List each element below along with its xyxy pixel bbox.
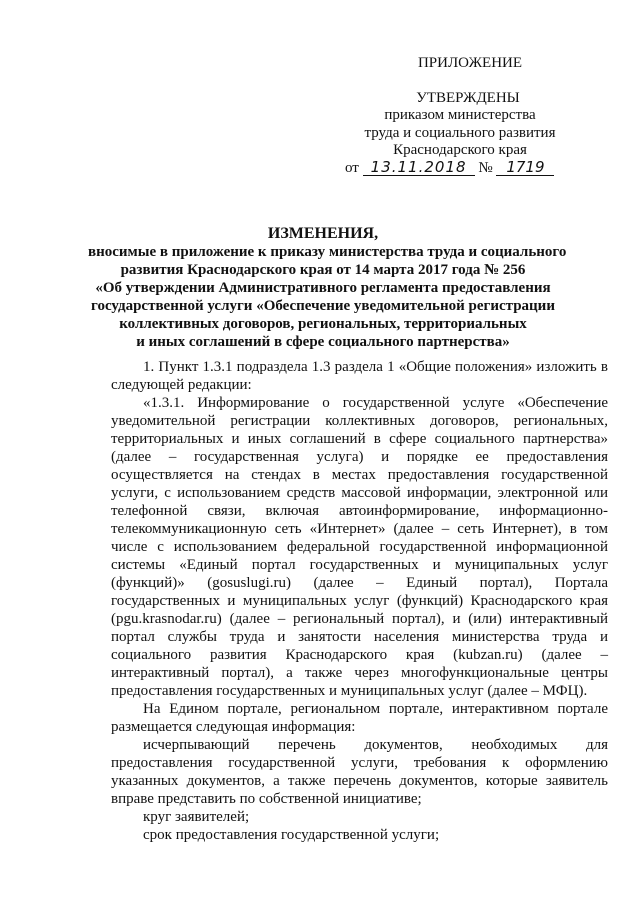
title-line: «Об утверждении Административного регламента предоставления xyxy=(95,280,551,296)
paragraph: 1. Пункт 1.3.1 подраздела 1.3 раздела 1 «Общие положения» изложить в следующей редакции: xyxy=(111,359,608,393)
number-prefix: № xyxy=(478,160,493,176)
approved-line: труда и социального развития xyxy=(364,125,556,141)
document-body xyxy=(111,358,608,844)
document-title xyxy=(88,225,567,351)
approved-line: приказом министерства xyxy=(384,107,536,123)
order-number-handwritten: 1719 xyxy=(496,160,554,176)
paragraph: На Едином портале, региональном портале, интерактивном портале размещается следующая информация: xyxy=(111,701,608,735)
title-line: вносимые в приложение к приказу министерства труда и социального xyxy=(88,244,567,260)
title-line: развития Краснодарского края от 14 марта 2017 года № 256 xyxy=(120,262,526,278)
paragraph: «1.3.1. Информирование о государственной услуге «Обеспечение уведомительной регистрации коллективных договоров, региональных, территориальных и иных соглашений в сфере социального партнерства» (далее – государственная услуга) и порядке ее предоставления осуществляется на стендах в местах предоставления государственной услуги, с использованием средств массовой информации, электронной или телефонной связи, включая автоинформирование, информационно-телекоммуникационную сеть «Интернет» (далее – сеть Интернет), в том числе с использованием федеральной государственной информационной системы «Единый портал государственных и муниципальных услуг (функций)» (gosuslugi.ru) (далее – Единый портал), Портала государственных и муниципальных услуг (функций) Краснодарского края (pgu.krasnodar.ru) (далее – региональный портал), и (или) интерактивный портал службы труда и занятости населения министерства труда и социального развития Краснодарского края (kubzan.ru) (далее – интерактивный портал), а также через многофункциональные центры предоставления государственных и муниципальных услуг (далее – МФЦ). xyxy=(111,395,608,699)
appendix-label: ПРИЛОЖЕНИЕ xyxy=(417,55,523,71)
order-date-handwritten: 13.11.2018 xyxy=(363,160,475,176)
paragraph: исчерпывающий перечень документов, необходимых для предоставления государственной услуги, требования к оформлению указанных документов, а также перечень документов, которые заявитель вправе представить по собственной инициативе; xyxy=(111,737,608,807)
order-date-line xyxy=(345,159,554,177)
title-main: ИЗМЕНЕНИЯ, xyxy=(267,225,379,242)
approved-line: Краснодарского края xyxy=(393,142,527,158)
title-line: коллективных договоров, региональных, территориальных xyxy=(119,316,527,332)
paragraph: срок предоставления государственной услуги; xyxy=(143,827,440,843)
date-prefix: от xyxy=(345,160,359,176)
paragraph: круг заявителей; xyxy=(143,809,250,825)
title-line: и иных соглашений в сфере социального партнерства» xyxy=(136,334,510,350)
approved-label: УТВЕРЖДЕНЫ xyxy=(416,90,520,106)
title-line: государственной услуги «Обеспечение уведомительной регистрации xyxy=(91,298,555,314)
